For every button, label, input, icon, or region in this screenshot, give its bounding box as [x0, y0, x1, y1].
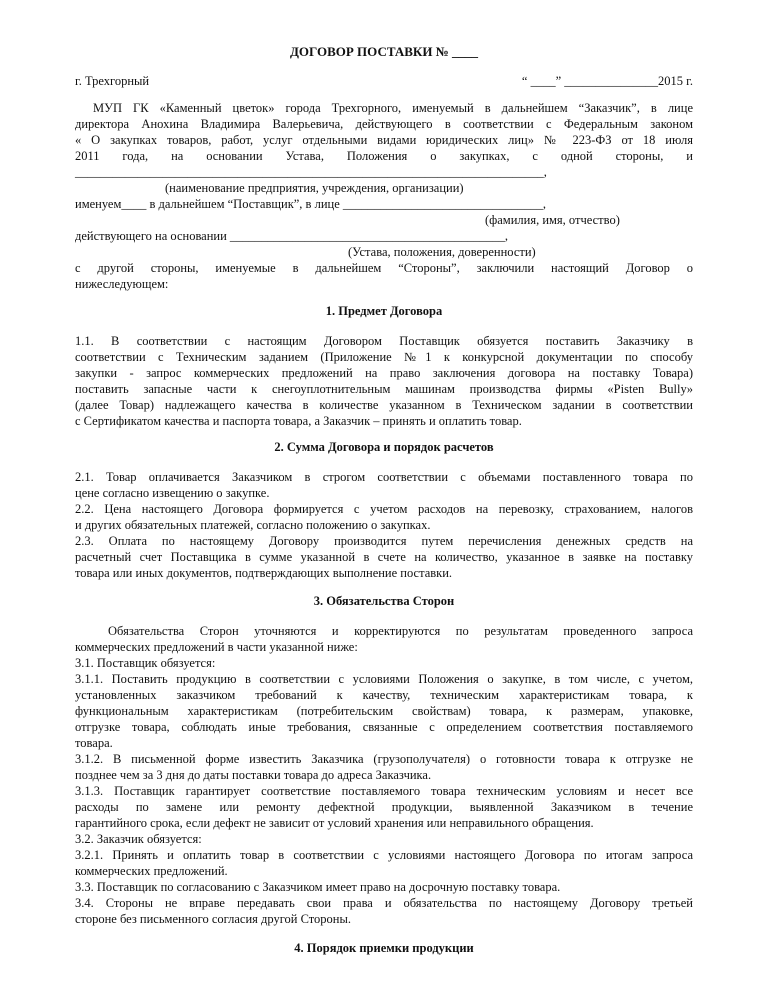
section-heading: 2. Сумма Договора и порядок расчетов	[274, 440, 494, 454]
section-line: расходы по замене или ремонту дефектной продукции, выявленной Заказчиком в течение	[75, 800, 693, 814]
preamble-blank-line: ___________________________________________________________________________,	[75, 165, 547, 179]
section-line: 3.2.1. Принять и оплатить товар в соответствии с условиями настоящего Договора по итогам запроса	[75, 848, 693, 862]
date-field: “ ____” _______________2015 г.	[521, 74, 693, 88]
section-line: 3.2. Заказчик обязуется:	[75, 832, 202, 846]
section-line: установленных заказчиком требований к качеству, техническим характеристикам товара, к	[75, 688, 693, 702]
preamble-caption: (Устава, положения, доверенности)	[348, 245, 536, 259]
page-title: ДОГОВОР ПОСТАВКИ № ____	[289, 44, 479, 59]
section-heading: 4. Порядок приемки продукции	[294, 941, 474, 955]
preamble-line: нижеследующем:	[75, 277, 169, 291]
section-line: 3.3. Поставщик по согласованию с Заказчиком имеет право на досрочную поставку товара.	[75, 880, 561, 894]
section-line: товара.	[75, 736, 113, 750]
section-line: с Сертификатом качества и паспорта товара, а Заказчик – принять и оплатить товар.	[75, 414, 522, 428]
section-line: закупки - запрос коммерческих предложений на право заключения договора на поставку Товара)	[75, 366, 693, 380]
section-line: 1.1. В соответствии с настоящим Договором Поставщик обязуется поставить Заказчику в	[75, 334, 693, 348]
preamble-line: 2011 года, на основании Устава, Положения о закупках, с одной стороны, и	[75, 149, 693, 163]
preamble-line: с другой стороны, именуемые в дальнейшем “Стороны”, заключили настоящий Договор о	[75, 261, 693, 275]
section-heading: 3. Обязательства Сторон	[313, 594, 455, 608]
section-line: 2.3. Оплата по настоящему Договору производится путем перечисления денежных средств на	[75, 534, 693, 548]
section-line: гарантийного срока, если дефект не зависит от условий хранения или неправильного обращения.	[75, 816, 594, 830]
preamble-line: « О закупках товаров, работ, услуг отдельными видами юридических лиц» № 223-ФЗ от 18 июля	[75, 133, 693, 147]
section-line: расчетный счет Поставщика в сумме указанной в счете на количество, указанное в заявке на поставку	[75, 550, 693, 564]
section-line: Обязательства Сторон уточняются и корректируются по результатам проведенного запроса	[108, 624, 693, 638]
preamble-line: директора Анохина Владимира Валерьевича, действующего в соответствии с Федеральным законом	[75, 117, 693, 131]
section-line: 2.2. Цена настоящего Договора формируется с учетом расходов на перевозку, страхованием, налогов	[75, 502, 693, 516]
preamble-caption: (фамилия, имя, отчество)	[485, 213, 620, 227]
section-line: поставить запасные части к снегоуплотнительным машинам производства фирмы «Pisten Bully»	[75, 382, 693, 396]
preamble-caption: (наименование предприятия, учреждения, организации)	[165, 181, 464, 195]
section-line: соответствии с Техническим заданием (Приложение №1 к конкурсной документации по способу	[75, 350, 693, 364]
section-line: 3.4. Стороны не вправе передавать свои права и обязательства по настоящему Договору третьей	[75, 896, 693, 910]
section-line: 3.1. Поставщик обязуется:	[75, 656, 216, 670]
preamble-line: МУП ГК «Каменный цветок» города Трехгорного, именуемый в дальнейшем “Заказчик”, в лице	[93, 101, 693, 115]
city-label: г. Трехгорный	[75, 74, 150, 88]
section-line: и других обязательных платежей, согласно положению о закупках.	[75, 518, 431, 532]
section-line: цене согласно извещению о закупке.	[75, 486, 270, 500]
section-line: 3.1.1. Поставить продукцию в соответствии с условиями Положения о закупке, в том числе, с учетом,	[75, 672, 693, 686]
section-line: функциональным характеристикам (потребительским свойствам) товара, к размерам, упаковке,	[75, 704, 693, 718]
section-line: коммерческих предложений.	[75, 864, 228, 878]
section-line: 3.1.2. В письменной форме известить Заказчика (грузополучателя) о готовности товара к отгрузке не	[75, 752, 693, 766]
section-line: 2.1. Товар оплачивается Заказчиком в строгом соответствии с объемами поставленного товара по	[75, 470, 693, 484]
section-line: 3.1.3. Поставщик гарантирует соответствие поставляемого товара техническим условиям и несет все	[75, 784, 693, 798]
section-line: товара или иных документов, подтверждающих выполнение поставки.	[75, 566, 453, 580]
section-heading: 1. Предмет Договора	[325, 304, 443, 318]
section-line: отгрузке товара, соблюдать иные требования, связанные с определением соответствия поставляемого	[75, 720, 693, 734]
section-line: (далее Товар) надлежащего качества в количестве указанном в Техническом задании в соответствии	[75, 398, 693, 412]
section-line: позднее чем за 3 дня до даты поставки товара до адреса Заказчика.	[75, 768, 432, 782]
section-line: коммерческих предложений в части указанной ниже:	[75, 640, 358, 654]
preamble-line: действующего на основании ____________________________________________,	[75, 229, 509, 243]
preamble-line: именуем____ в дальнейшем “Поставщик”, в лице ________________________________,	[75, 197, 547, 211]
section-line: стороне без письменного согласия другой Стороны.	[75, 912, 352, 926]
